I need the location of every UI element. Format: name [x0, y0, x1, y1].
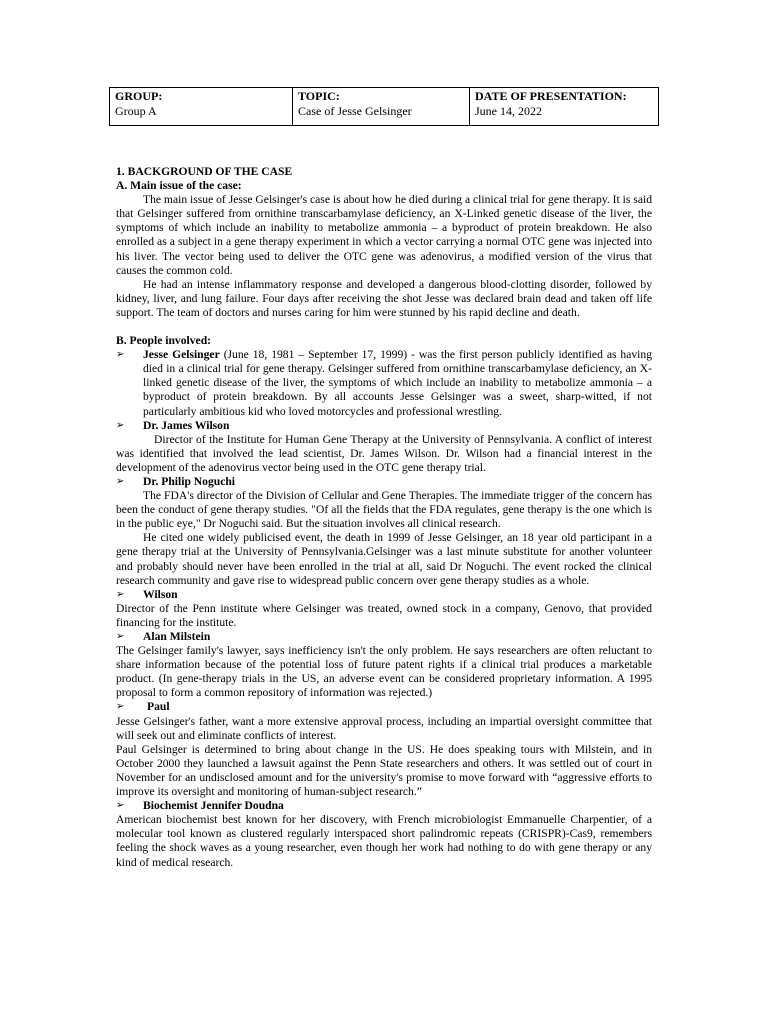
person-wilson: [116, 588, 652, 602]
main-issue-paragraph-2: He had an intense inflammatory response and developed a dangerous blood-clotting disorder, followed by kidney, liver, and lung failure. Four days after receiving the shot Jesse was declared brain dead and taken off life support. The team of doctors and nurses caring for him were stunned by his rapid decline and death.: [116, 277, 652, 319]
bullet-arrow-icon: ➢: [116, 800, 125, 812]
person-description: He cited one widely publicised event, the death in 1999 of Jesse Gelsinger, an 18 year old participant in a gene therapy trial at the University of Pennsylvania.Gelsinger was a last minute substitute for another volunteer and probably should never have been enrolled in the trial at all, said Dr Noguchi. The event rocked the clinical research community and gave rise to widespread public concern over gene therapy studies as a whole.: [116, 531, 652, 587]
person-description: Director of the Penn institute where Gelsinger was treated, owned stock in a company, Genovo, that provided financing for the institute.: [116, 601, 652, 629]
person-description: The Gelsinger family's lawyer, says inefficiency isn't the only problem. He says researchers are often reluctant to share information because of the potential loss of future patent rights if a clinical trial produces a marketable product. (In gene-therapy trials in the US, an adverse event can be considered proprietary information. A 1995 proposal to form a common repository of information was rejected.): [116, 644, 652, 700]
person-philip-noguchi: [116, 475, 652, 489]
group-value: Group A: [115, 104, 157, 118]
person-name: Dr. James Wilson: [143, 418, 230, 432]
person-jennifer-doudna: [116, 799, 652, 813]
person-description: The FDA's director of the Division of Cellular and Gene Therapies. The immediate trigger of the concern has been the conduct of gene therapy studies. "Of all the fields that the FDA regulates, gene therapy is the one which is in the public eye," Dr Noguchi said. But the situation involves all clinical research.: [116, 489, 652, 531]
person-jesse-gelsinger: [116, 348, 652, 418]
person-name: Alan Milstein: [143, 630, 211, 643]
bullet-arrow-icon: ➢: [116, 349, 125, 361]
topic-label: TOPIC:: [298, 89, 340, 103]
person-name: Paul: [147, 700, 170, 714]
person-name: Jesse Gelsinger: [143, 348, 220, 362]
bullet-arrow-icon: ➢: [116, 475, 125, 487]
bullet-arrow-icon: ➢: [116, 631, 125, 642]
header-table: [109, 87, 659, 126]
bullet-arrow-icon: ➢: [116, 419, 125, 431]
person-description: (June 18, 1981 – September 17, 1999) - was the first person publicly identified as having died in a clinical trial for gene therapy. Gelsinger suffered from ornithine transcarbamylase deficiency, an X-linked genetic disease of the liver, the symptoms of which include an inability to metabolize ammonia – a byproduct of protein breakdown. By all accounts Jesse Gelsinger was a sweet, sharp-witted, if not particularly ambitious kid who loved motorcycles and professional wrestling.: [143, 348, 652, 418]
bullet-arrow-icon: ➢: [116, 701, 125, 713]
group-label: GROUP:: [115, 89, 163, 103]
topic-value: Case of Jesse Gelsinger: [298, 104, 412, 118]
person-description: Director of the Institute for Human Gene Therapy at the University of Pennsylvania. A conflict of interest was identified that involved the lead scientist, Dr. James Wilson. Dr. Wilson had a financial interest in the development of the adenovirus vector being used in the OTC gene therapy trial.: [116, 432, 652, 474]
subheading-main-issue: A. Main issue of the case:: [116, 179, 242, 193]
person-james-wilson: [116, 419, 652, 433]
date-value: June 14, 2022: [475, 104, 542, 118]
topic-cell: [293, 88, 470, 126]
main-issue-paragraph-1: The main issue of Jesse Gelsinger's case is about how he died during a clinical trial for gene therapy. It is said that Gelsinger suffered from ornithine transcarbamylase deficiency, an X-Linked genetic disease of the liver, the symptoms of which include an inability to metabolize ammonia – a byproduct of protein breakdown. He also enrolled as a subject in a gene therapy experiment in which a vector carrying a normal OTC gene was injected into his liver. The vector being used to deliver the OTC gene was adenovirus, a modified version of the virus that causes the common cold.: [116, 193, 652, 277]
person-alan-milstein: [116, 630, 652, 644]
document-body: [116, 165, 652, 870]
subheading-people-involved: B. People involved:: [116, 334, 212, 348]
date-label: DATE OF PRESENTATION:: [475, 89, 627, 103]
person-description: American biochemist best known for her discovery, with French microbiologist Emmanuelle Charpentier, of a molecular tool known as clustered regularly interspaced short palindromic repeats (CRISPR)-Cas9, remembers feeling the shock waves as a young researcher, even though her work had nothing to do with gene therapy or any kind of medical research.: [116, 813, 652, 869]
person-description: Jesse Gelsinger's father, want a more extensive approval process, including an impartial oversight committee that will seek out and eliminate conflicts of interest.: [116, 714, 652, 742]
date-cell: [470, 88, 659, 126]
person-name: Biochemist Jennifer Doudna: [143, 799, 284, 813]
bullet-arrow-icon: ➢: [116, 588, 125, 600]
group-cell: [110, 88, 293, 126]
person-paul: [116, 700, 652, 714]
section-heading-background: 1. BACKGROUND OF THE CASE: [116, 165, 293, 178]
person-description: Paul Gelsinger is determined to bring about change in the US. He does speaking tours with Milstein, and in October 2000 they launched a lawsuit against the Penn State researchers and others. It was settled out of court in November for an undisclosed amount and for the university's promise to move forward with “aggressive efforts to improve its oversight and monitoring of human-subject research.”: [116, 742, 652, 799]
person-name: Wilson: [143, 587, 178, 601]
person-name: Dr. Philip Noguchi: [143, 474, 236, 488]
